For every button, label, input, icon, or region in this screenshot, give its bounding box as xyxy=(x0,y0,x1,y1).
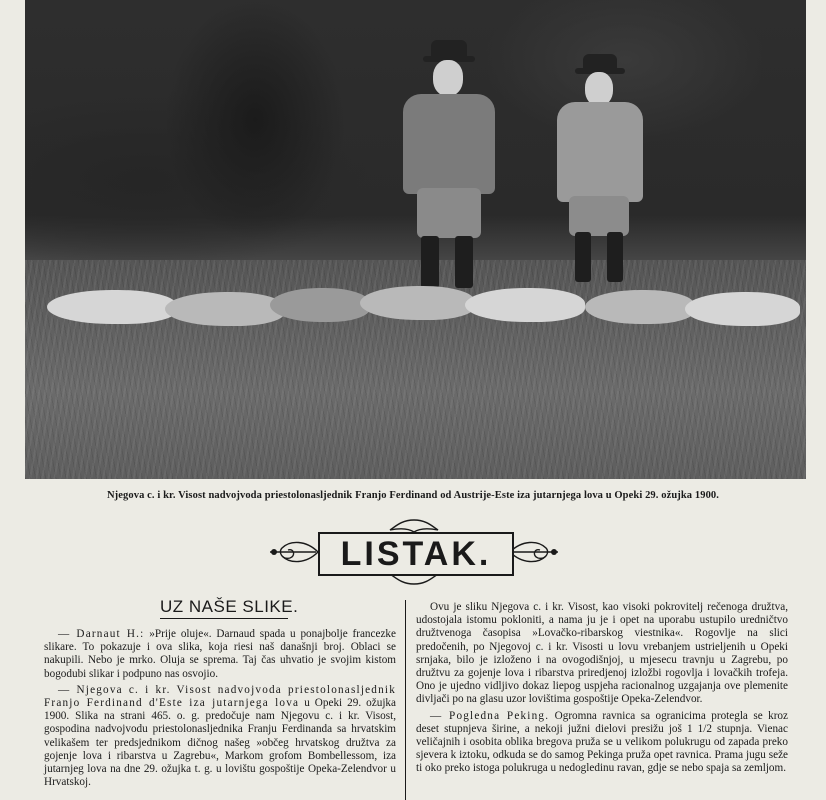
hunting-photo xyxy=(25,0,806,479)
photo-man-right xyxy=(553,52,649,284)
section-heading: UZ NAŠE SLIKE. xyxy=(160,597,299,616)
right-column xyxy=(416,601,788,779)
photo-deer xyxy=(685,292,800,326)
listak-title: LISTAK. xyxy=(318,532,514,576)
photo-deer xyxy=(165,292,285,326)
heading-underline xyxy=(160,618,288,619)
photo-deer xyxy=(465,288,585,322)
left-column xyxy=(44,628,396,792)
photo-caption: Njegova c. i kr. Visost nadvojvoda priestolonasljednik Franjo Ferdinand od Austrije-Este iza jutarnjega lova u Opeki 29. ožujka 1900. xyxy=(106,490,720,501)
paragraph-lead: — Njegova c. i kr. Visost nadvojvoda priestolonasljednik Franjo Ferdinand d'Este iza jutarnjega lova xyxy=(44,683,396,710)
paragraph-text: u Opeki 29. ožujka 1900. Slika na strani 465. o. g. predočuje nam Njegovu c. i kr. Visost, gospodina nadvojvodu priestolonasljednika Franju Ferdinanda sa hrvatskim velikašem ter predsjednikom dičnog našeg »občeg hrvatskog družtva za gojenje lova i ribarstva u Zagrebu«, Markom grofom Bombellessom, iza jutarnjeg lova na dne 29. ožujka t. g. u lovištu gospoštije Opeka-Zelendvor u Hrvatskoj. xyxy=(44,697,396,789)
photo-deer xyxy=(47,290,177,324)
paragraph xyxy=(416,710,788,776)
paragraph-text: »Prije oluje«. Darnaud spada u ponajbolje francezke slikare. To pokazuje i ova slika, koja riesi naš današnji broj. Oblaci se nakupili. Nebo je mrko. Oluja se sprema. Taj čas uhvatio je svojim kistom bogodubi slikar i podpuno nas osvojio. xyxy=(44,628,396,680)
paragraph xyxy=(44,628,396,681)
paragraph xyxy=(416,601,788,707)
paragraph xyxy=(44,684,396,790)
photo-deer xyxy=(585,290,695,324)
photo-deer xyxy=(360,286,475,320)
paragraph-text: Ovu je sliku Njegova c. i kr. Visost, kao visoki pokrovitelj rečenoga družtva, udostojala istomu pokloniti, a nama ju je i opet na uporabu ustupilo uredničtvo družtvenoga časopisa »Lovačko-ribarskog viestnika«. Rogovlje na slici predočenih, po Njegovoj c. i kr. Visosti u lovu vrebanjem ustrieljenih u Opeki srnjaka, bilo je izloženo i na ovogodišnjoj, u mjesecu travnju u Zagrebu, po družtvu za gojenje lova i ribarstva priredjenoj izložbi rogovlja i lovačkih trofeja. Ono je ujedno vidljivo dokaz liepog uspjeha racionalnog uzgajanja ove plemenite divljači po na glasu uzor lovištima gospoštije Opeka-Zelendvor. xyxy=(416,601,788,706)
paragraph-text: Ogromna ravnica sa ogranicima protegla se kroz deset stupnjeva širine, a nekoji južni dielovi presižu još 1 1/2 stupnja. Vienac veličajnih i osobita oblika bregova pruža se u velikom polukrugu od zapada preko sjevera k iztoku, odkuda se do samog Pekinga pruža opet ravnica. Prama jugu seže ti oko preko istoga polukruga u nedogledinu ravan, gdje se nebo spaja sa zemljom. xyxy=(416,709,788,775)
photo-deer xyxy=(270,288,370,322)
column-divider xyxy=(405,600,406,800)
paragraph-lead: — Pogledna Peking. xyxy=(430,709,550,722)
paragraph-lead: — Darnaut H.: xyxy=(58,628,145,640)
photo-man-left xyxy=(395,40,505,290)
